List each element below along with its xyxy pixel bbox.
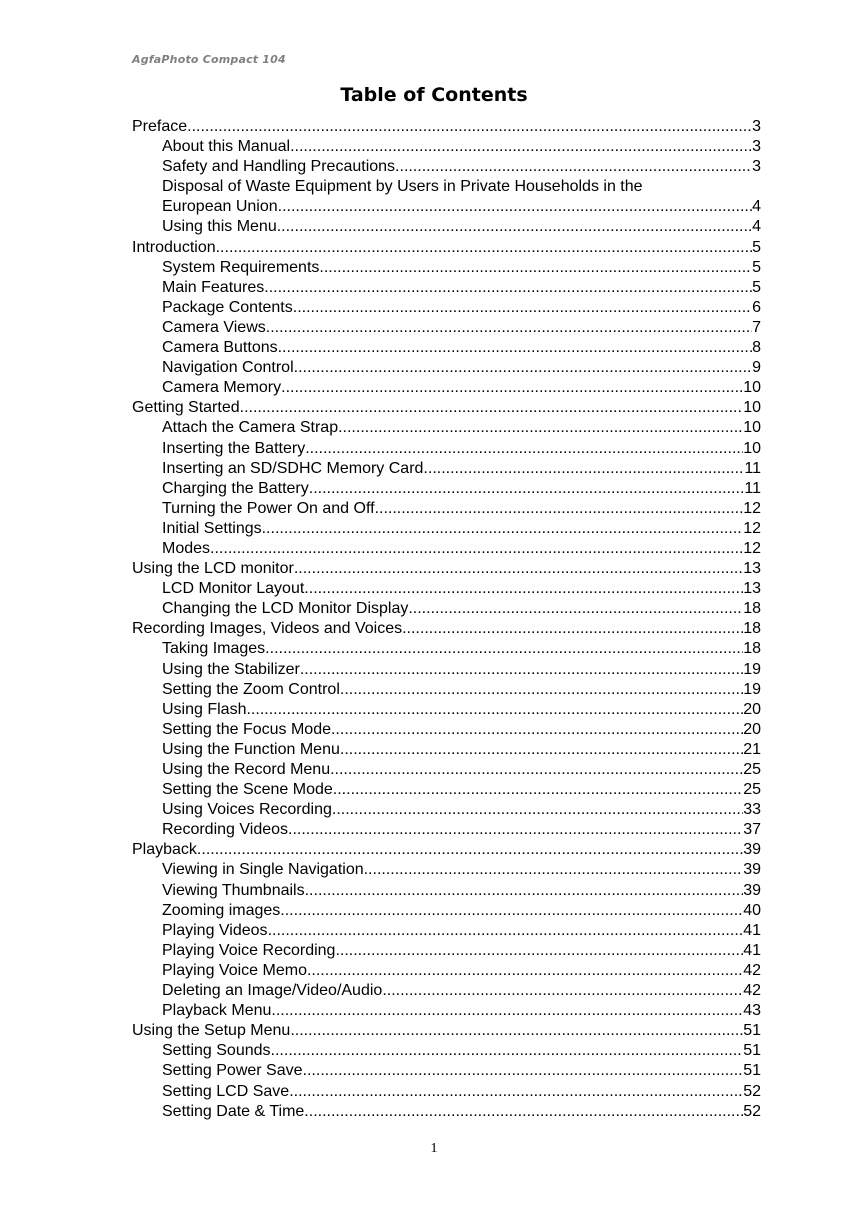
toc-subentry[interactable] <box>132 298 761 318</box>
toc-entry-title: Initial Settings <box>162 519 262 537</box>
toc-entry-page: 18 <box>743 600 761 618</box>
toc-subentry[interactable] <box>132 720 761 740</box>
toc-entry-page: 43 <box>743 1002 761 1020</box>
dot-leader <box>305 881 744 901</box>
toc-entry-title: Zooming images <box>162 901 281 919</box>
toc-subentry[interactable] <box>132 378 761 398</box>
toc-subentry[interactable] <box>132 860 761 880</box>
toc-subentry[interactable] <box>132 217 761 237</box>
toc-subentry[interactable] <box>132 921 761 941</box>
toc-subentry[interactable] <box>132 1102 761 1122</box>
toc-entry-title: Deleting an Image/Video/Audio <box>162 982 383 1000</box>
dot-leader <box>319 258 752 278</box>
toc-subentry[interactable] <box>132 881 761 901</box>
toc-entry-title: Introduction <box>132 238 216 256</box>
dot-leader <box>271 1001 743 1021</box>
toc-subentry[interactable] <box>132 961 761 981</box>
page-title: Table of Contents <box>340 84 528 106</box>
toc-entry-page: 6 <box>752 298 761 316</box>
toc-entry-title: Using the Record Menu <box>162 761 331 778</box>
dot-leader <box>423 459 744 479</box>
toc-entry-page: 13 <box>743 560 761 578</box>
dot-leader <box>265 639 743 659</box>
toc-entry[interactable] <box>132 1021 761 1041</box>
toc-subentry[interactable] <box>132 418 761 438</box>
toc-entry-title: Viewing in Single Navigation <box>162 861 364 879</box>
toc-entry[interactable] <box>132 238 761 258</box>
toc-entry-title: Using Flash <box>162 700 247 718</box>
toc-entry-title: Setting the Scene Mode <box>162 781 333 799</box>
toc-entry-page: 18 <box>743 620 761 638</box>
dot-leader <box>268 921 744 941</box>
dot-leader <box>262 519 744 539</box>
toc-entry[interactable] <box>132 840 761 860</box>
toc-entry-page: 10 <box>743 399 761 417</box>
dot-leader <box>277 217 752 237</box>
toc-subentry[interactable] <box>132 981 761 1001</box>
toc-entry-first-line: Disposal of Waste Equipment by Users in Private Households in the <box>162 178 643 196</box>
toc-entry-page: 19 <box>743 660 761 678</box>
toc-subentry[interactable] <box>132 639 761 659</box>
dot-leader <box>288 820 743 840</box>
toc-entry-title: LCD Monitor Layout <box>162 580 305 598</box>
toc-entry-page: 41 <box>743 921 761 939</box>
dot-leader <box>364 860 744 880</box>
toc-entry-title: Turning the Power On and Off <box>162 499 375 517</box>
dot-leader <box>309 479 745 499</box>
toc-entry-title: System Requirements <box>162 258 320 276</box>
toc-entry-title: Inserting an SD/SDHC Memory Card <box>162 459 424 477</box>
toc-entry-title: Viewing Thumbnails <box>162 881 305 899</box>
table-of-contents <box>132 117 761 1122</box>
toc-subentry[interactable] <box>132 479 761 499</box>
dot-leader <box>303 1061 744 1081</box>
toc-subentry[interactable] <box>132 358 761 378</box>
toc-entry-title: Setting the Zoom Control <box>162 680 340 698</box>
dot-leader <box>278 338 752 358</box>
toc-entry-page: 41 <box>743 941 761 959</box>
toc-entry-page: 25 <box>743 781 761 799</box>
dot-leader <box>281 378 743 398</box>
toc-subentry[interactable] <box>132 680 761 700</box>
toc-subentry[interactable] <box>132 258 761 278</box>
toc-subentry[interactable] <box>132 1082 761 1102</box>
toc-subentry[interactable] <box>132 599 761 619</box>
toc-entry-title: Getting Started <box>132 399 240 417</box>
toc-entry-page: 20 <box>743 720 761 738</box>
dot-leader <box>264 278 752 298</box>
dot-leader <box>197 840 743 860</box>
toc-entry-title: Charging the Battery <box>162 479 309 497</box>
toc-entry[interactable] <box>132 117 761 137</box>
toc-entry-page: 37 <box>743 821 761 839</box>
toc-subentry[interactable] <box>132 820 761 840</box>
toc-entry-title: Playing Voice Recording <box>162 941 336 959</box>
toc-entry-page: 52 <box>743 1102 761 1120</box>
toc-entry-title: Preface <box>132 118 188 135</box>
toc-entry-page: 4 <box>752 218 761 236</box>
toc-entry-title: Playback Menu <box>162 1002 272 1020</box>
toc-entry-title: Camera Views <box>162 318 266 336</box>
page-number: 1 <box>430 1141 438 1156</box>
toc-subentry[interactable] <box>132 338 761 358</box>
toc-subentry[interactable] <box>132 780 761 800</box>
toc-subentry[interactable] <box>132 197 761 217</box>
toc-entry-page: 42 <box>743 982 761 1000</box>
toc-entry-page: 51 <box>743 1022 761 1040</box>
toc-entry-page: 21 <box>743 740 761 758</box>
toc-entry[interactable] <box>132 559 761 579</box>
toc-entry-page: 4 <box>752 198 761 216</box>
dot-leader <box>330 760 743 780</box>
toc-entry-title: Playback <box>132 841 197 859</box>
toc-subentry[interactable] <box>132 157 761 177</box>
toc-entry-title: Recording Videos <box>162 821 289 839</box>
toc-entry-page: 39 <box>743 841 761 859</box>
dot-leader <box>402 619 743 639</box>
toc-entry-page: 13 <box>743 580 761 598</box>
dot-leader <box>338 418 743 438</box>
toc-entry-page: 9 <box>752 359 761 377</box>
dot-leader <box>333 780 743 800</box>
toc-entry-page: 3 <box>752 138 761 156</box>
dot-leader <box>290 137 752 157</box>
toc-subentry[interactable] <box>132 901 761 921</box>
toc-entry-title: Using the LCD monitor <box>132 560 294 578</box>
toc-entry-page: 10 <box>743 419 761 437</box>
dot-leader <box>294 358 752 378</box>
dot-leader <box>382 981 743 1001</box>
toc-subentry[interactable] <box>132 499 761 519</box>
dot-leader <box>305 439 743 459</box>
toc-entry-title: Safety and Handling Precautions <box>162 158 396 176</box>
toc-entry-page: 33 <box>743 801 761 819</box>
toc-entry-page: 10 <box>743 379 761 397</box>
dot-leader <box>304 579 743 599</box>
toc-entry-title: Inserting the Battery <box>162 439 306 457</box>
toc-entry-page: 51 <box>743 1062 761 1080</box>
toc-entry-page: 3 <box>752 118 761 135</box>
toc-entry-page: 39 <box>743 881 761 899</box>
toc-entry-page: 18 <box>743 640 761 658</box>
toc-subentry[interactable] <box>132 800 761 820</box>
toc-entry-title: Modes <box>162 539 211 557</box>
toc-subentry[interactable] <box>132 318 761 338</box>
toc-entry-page: 11 <box>744 459 761 477</box>
toc-entry-page: 3 <box>752 158 761 176</box>
dot-leader <box>335 941 743 961</box>
toc-entry[interactable] <box>132 398 761 418</box>
dot-leader <box>289 1082 743 1102</box>
toc-entry-title: About this Manual <box>162 138 291 156</box>
toc-entry-page: 40 <box>743 901 761 919</box>
toc-entry-title: Main Features <box>162 278 265 296</box>
toc-entry-title: Using the Stabilizer <box>162 660 300 678</box>
toc-entry-title: Using the Function Menu <box>162 740 340 758</box>
toc-subentry[interactable] <box>132 660 761 680</box>
toc-entry-page: 5 <box>752 278 761 296</box>
toc-entry-title: Recording Images, Videos and Voices <box>132 620 403 638</box>
toc-subentry[interactable] <box>132 1061 761 1081</box>
dot-leader <box>187 117 752 137</box>
dot-leader <box>266 318 752 338</box>
toc-subentry[interactable] <box>132 760 761 780</box>
dot-leader <box>210 539 743 559</box>
dot-leader <box>246 700 743 720</box>
toc-subentry[interactable] <box>132 439 761 459</box>
toc-entry[interactable] <box>132 619 761 639</box>
toc-subentry[interactable] <box>132 1001 761 1021</box>
toc-entry-page: 20 <box>743 700 761 718</box>
toc-entry-page: 12 <box>743 519 761 537</box>
toc-entry-title: Changing the LCD Monitor Display <box>162 600 409 618</box>
dot-leader <box>375 499 744 519</box>
dot-leader <box>280 901 743 921</box>
dot-leader <box>300 660 743 680</box>
dot-leader <box>293 298 752 318</box>
dot-leader <box>304 1102 743 1122</box>
toc-entry-title: Setting LCD Save <box>162 1082 290 1100</box>
toc-subentry[interactable] <box>132 941 761 961</box>
dot-leader <box>216 238 752 258</box>
dot-leader <box>307 961 743 981</box>
toc-entry-title: Setting the Focus Mode <box>162 720 331 738</box>
dot-leader <box>278 197 752 217</box>
toc-entry-title: Setting Date & Time <box>162 1102 305 1120</box>
toc-subentry[interactable] <box>132 1041 761 1061</box>
toc-entry-title: Playing Videos <box>162 921 268 939</box>
toc-entry-title: Setting Sounds <box>162 1042 271 1060</box>
dot-leader <box>331 720 743 740</box>
dot-leader <box>240 398 744 418</box>
toc-entry-page: 51 <box>743 1042 761 1060</box>
dot-leader <box>340 740 743 760</box>
toc-entry-page: 52 <box>743 1082 761 1100</box>
toc-entry-title: Camera Buttons <box>162 339 278 357</box>
toc-entry-page: 42 <box>743 961 761 979</box>
dot-leader <box>395 157 752 177</box>
toc-entry-page: 19 <box>743 680 761 698</box>
toc-subentry[interactable] <box>132 700 761 720</box>
toc-entry-title: Package Contents <box>162 298 293 316</box>
toc-entry-title: European Union <box>162 198 278 216</box>
toc-entry-title: Using Voices Recording <box>162 801 332 819</box>
toc-subentry[interactable] <box>132 459 761 479</box>
toc-entry-title: Setting Power Save <box>162 1062 303 1080</box>
toc-subentry[interactable] <box>132 519 761 539</box>
toc-entry-title: Camera Memory <box>162 379 282 397</box>
toc-entry-page: 39 <box>743 861 761 879</box>
toc-entry-page: 11 <box>744 479 761 497</box>
toc-entry-page: 10 <box>743 439 761 457</box>
toc-entry-title: Navigation Control <box>162 359 294 377</box>
running-header: AgfaPhoto Compact 104 <box>132 53 286 66</box>
dot-leader <box>332 800 743 820</box>
toc-subentry[interactable] <box>132 740 761 760</box>
toc-entry-page: 5 <box>752 238 761 256</box>
toc-subentry[interactable] <box>132 579 761 599</box>
dot-leader <box>271 1041 744 1061</box>
toc-entry-title: Using the Setup Menu <box>132 1022 291 1040</box>
dot-leader <box>408 599 743 619</box>
toc-subentry[interactable] <box>132 278 761 298</box>
toc-subentry[interactable] <box>132 539 761 559</box>
toc-subentry[interactable] <box>132 137 761 157</box>
dot-leader <box>290 1021 743 1041</box>
toc-entry-title: Taking Images <box>162 640 266 658</box>
toc-entry-title: Playing Voice Memo <box>162 961 307 979</box>
toc-entry-page: 8 <box>752 339 761 357</box>
toc-entry-page: 5 <box>752 258 761 276</box>
toc-entry-title: Using this Menu <box>162 218 277 236</box>
toc-entry-page: 12 <box>743 539 761 557</box>
toc-entry-title: Attach the Camera Strap <box>162 419 339 437</box>
toc-entry-page: 7 <box>752 318 761 336</box>
toc-entry-page: 12 <box>743 499 761 517</box>
dot-leader <box>294 559 743 579</box>
dot-leader <box>340 680 743 700</box>
toc-entry-page: 25 <box>743 761 761 778</box>
